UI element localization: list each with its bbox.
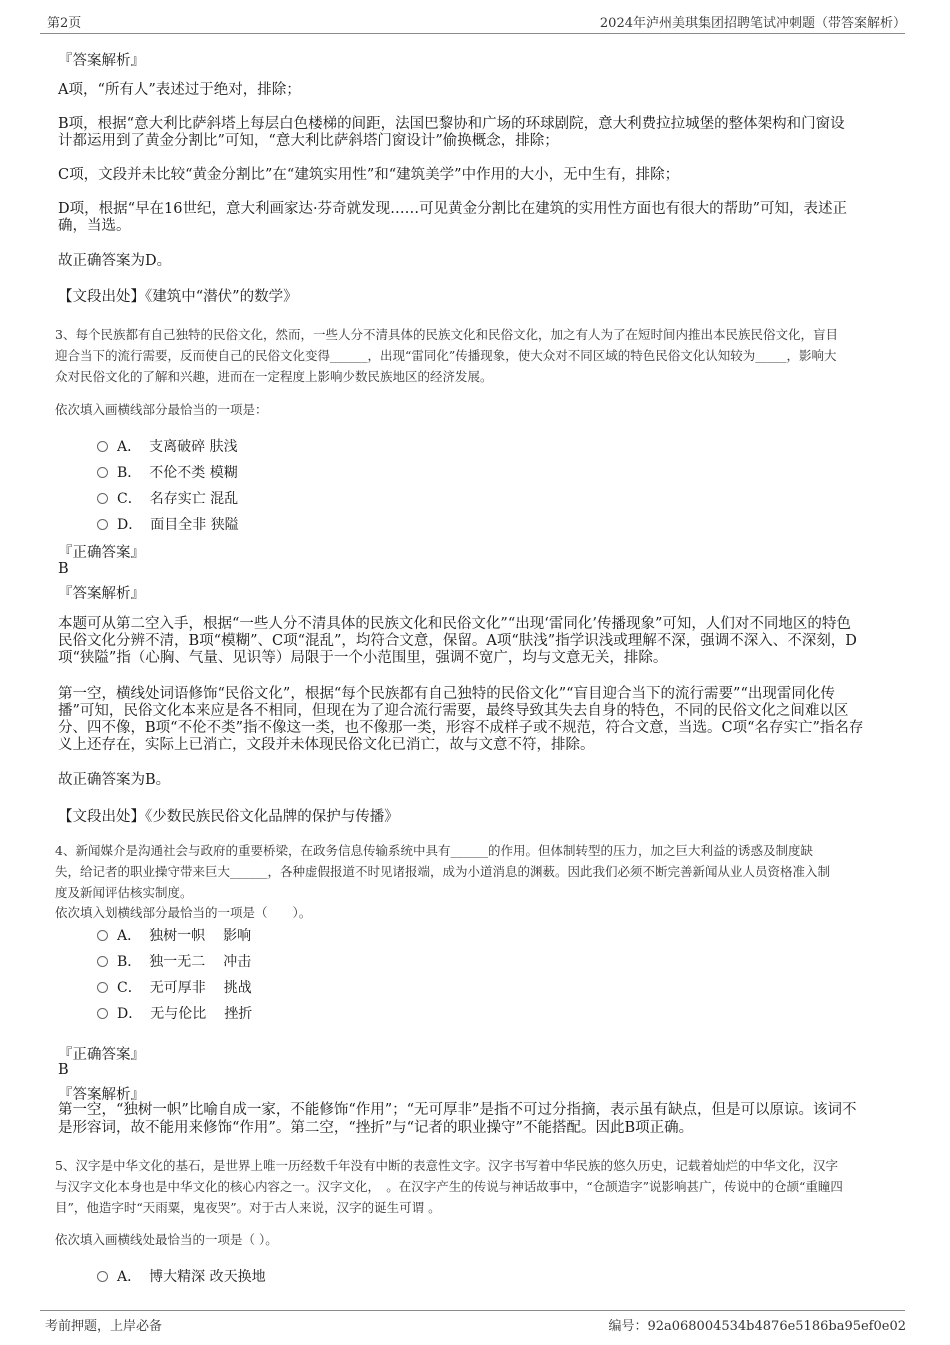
q3-analysis-line: 分、四不像，B项“不伦不类”指不像这一类，也不像那一类，形容不成样子或不规范，符合文意，当选。C项“名存实亡”指名存 bbox=[58, 720, 864, 736]
q4-stem-line: 失，给记者的职业操守带来巨大______，各种虚假报道不时见诸报端，成为小道消息的渊薮。因此我们必须不断完善新闻从业人员资格准入制 bbox=[55, 864, 831, 879]
q3-analysis-line: 播”可知，民俗文化本来应是各不相同，但现在为了迎合流行需要，最终导致其失去自身的特色，不同的民俗文化之间难以区 bbox=[58, 703, 849, 719]
radio-button[interactable] bbox=[97, 441, 108, 452]
q2-analysis-line: A项，“所有人”表述过于绝对，排除； bbox=[58, 82, 301, 98]
q2-analysis-line: 确，当选。 bbox=[58, 218, 131, 234]
q2-analysis-line: 计都运用到了黄金分割比”可知，“意大利比萨斜塔门窗设计”偷换概念，排除； bbox=[58, 133, 559, 149]
q2-source: 【文段出处】《建筑中“潜伏”的数学》 bbox=[58, 289, 298, 305]
q4-stem-line: 4、新闻媒介是沟通社会与政府的重要桥梁，在政务信息传输系统中具有______的作用。但体制转型的压力，加之巨大利益的诱惑及制度缺 bbox=[55, 843, 813, 858]
document-title: 2024年泸州美琪集团招聘笔试冲刺题（带答案解析） bbox=[599, 16, 906, 31]
footer-divider bbox=[40, 1310, 905, 1311]
q3-prompt: 依次填入画横线部分最恰当的一项是： bbox=[55, 402, 268, 417]
radio-button[interactable] bbox=[97, 467, 108, 478]
q3-stem-line: 众对民俗文化的了解和兴趣，进而在一定程度上影响少数民族地区的经济发展。 bbox=[55, 369, 493, 384]
q3-option-a[interactable]: A． 支离破碎 肤浅 bbox=[97, 436, 238, 456]
radio-button[interactable] bbox=[97, 493, 108, 504]
radio-button[interactable] bbox=[97, 930, 108, 941]
q3-analysis-line: 本题可从第二空入手，根据“一些人分不清具体的民族文化和民俗文化”“出现‘雷同化’传播现象”可知，人们对不同地区的特色 bbox=[58, 616, 851, 632]
q4-correct-answer: B bbox=[58, 1062, 69, 1078]
q3-analysis-line: 项“狭隘”指（心胸、气量、见识等）局限于一个小范围里，强调不宽广，均与文意无关，排除。 bbox=[58, 650, 668, 666]
radio-button[interactable] bbox=[97, 982, 108, 993]
radio-button[interactable] bbox=[97, 1271, 108, 1282]
q2-analysis-line: D项，根据“早在16世纪，意大利画家达·芬奇就发现……可见黄金分割比在建筑的实用性方面也有很大的帮助”可知，表述正 bbox=[58, 201, 848, 217]
q4-option-a[interactable]: A． 独树一帜 影响 bbox=[97, 925, 251, 945]
q4-prompt: 依次填入划横线部分最恰当的一项是（ ）。 bbox=[55, 905, 312, 920]
q2-analysis-line: C项，文段并未比较“黄金分割比”在“建筑实用性”和“建筑美学”中作用的大小，无中生有，排除； bbox=[58, 167, 680, 183]
q2-analysis-title: 『答案解析』 bbox=[58, 53, 145, 69]
q4-analysis-title: 『答案解析』 bbox=[58, 1087, 145, 1103]
radio-button[interactable] bbox=[97, 956, 108, 967]
q3-correct-answer: B bbox=[58, 561, 69, 577]
q5-stem-line: 与汉字文化本身也是中华文化的核心内容之一。汉字文化， 。在汉字产生的传说与神话故事中，“仓颉造字”说影响甚广，传说中的仓颉“重瞳四 bbox=[55, 1179, 843, 1194]
q5-prompt: 依次填入画横线处最恰当的一项是（ ）。 bbox=[55, 1232, 278, 1247]
q4-analysis-line: 是形容词，故不能用来修饰“作用”。第二空，“挫折”与“记者的职业操守”不能搭配。因此B项正确。 bbox=[58, 1120, 694, 1136]
q3-option-b[interactable]: B． 不伦不类 模糊 bbox=[97, 462, 238, 482]
q3-source: 【文段出处】《少数民族民俗文化品牌的保护与传播》 bbox=[58, 809, 399, 825]
q5-stem-line: 5、汉字是中华文化的基石，是世界上唯一历经数千年没有中断的表意性文字。汉字书写着中华民族的悠久历史，记载着灿烂的中华文化，汉字 bbox=[55, 1158, 838, 1173]
q3-answer-line: 故正确答案为B。 bbox=[58, 772, 171, 788]
page-number: 第2页 bbox=[47, 16, 82, 31]
q2-analysis-line: B项，根据“意大利比萨斜塔上每层白色楼梯的间距，法国巴黎协和广场的环球剧院，意大利费拉拉城堡的整体架构和门窗设 bbox=[58, 116, 845, 132]
q3-analysis-line: 第一空，横线处词语修饰“民俗文化”，根据“每个民族都有自己独特的民俗文化”“盲目迎合当下的流行需要”“出现雷同化传 bbox=[58, 686, 835, 702]
footer-slogan: 考前押题，上岸必备 bbox=[45, 1319, 163, 1334]
q3-analysis-line: 义上还存在，实际上已消亡，文段并未体现民俗文化已消亡，故与文意不符，排除。 bbox=[58, 737, 595, 753]
radio-button[interactable] bbox=[97, 1008, 108, 1019]
q4-correct-title: 『正确答案』 bbox=[58, 1047, 145, 1063]
q3-stem-line: 3、每个民族都有自己独特的民俗文化，然而，一些人分不清具体的民族文化和民俗文化，加之有人为了在短时间内推出本民族民俗文化，盲目 bbox=[55, 327, 838, 342]
q3-option-c[interactable]: C． 名存实亡 混乱 bbox=[97, 488, 238, 508]
q4-option-c[interactable]: C． 无可厚非 挑战 bbox=[97, 977, 252, 997]
q3-stem-line: 迎合当下的流行需要，反而使自己的民俗文化变得______，出现“雷同化”传播现象，使大众对不同区域的特色民俗文化认知较为_____，影响大 bbox=[55, 348, 837, 363]
q3-analysis-title: 『答案解析』 bbox=[58, 586, 145, 602]
radio-button[interactable] bbox=[97, 519, 108, 530]
q5-option-a[interactable]: A． 博大精深 改天换地 bbox=[97, 1266, 266, 1286]
q4-option-b[interactable]: B． 独一无二 冲击 bbox=[97, 951, 251, 971]
q4-stem-line: 度及新闻评估核实制度。 bbox=[55, 885, 193, 900]
document-id: 编号：92a068004534b4876e5186ba95ef0e02 bbox=[608, 1319, 906, 1334]
q3-correct-title: 『正确答案』 bbox=[58, 545, 145, 561]
q3-analysis-line: 民俗文化分辨不清，B项“模糊”、C项“混乱”，均符合文意，保留。A项“肤浅”指学识浅或理解不深，强调不深入、不深刻，D bbox=[58, 633, 857, 649]
q5-stem-line: 目”，他造字时“天雨粟，鬼夜哭”。对于古人来说，汉字的诞生可谓 。 bbox=[55, 1200, 441, 1215]
q3-option-d[interactable]: D． 面目全非 狭隘 bbox=[97, 514, 239, 534]
header-divider bbox=[40, 33, 905, 34]
q2-answer-line: 故正确答案为D。 bbox=[58, 253, 172, 269]
q4-option-d[interactable]: D． 无与伦比 挫折 bbox=[97, 1003, 252, 1023]
q4-analysis-line: 第一空，“独树一帜”比喻自成一家，不能修饰“作用”；“无可厚非”是指不可过分指摘，表示虽有缺点，但是可以原谅。该词不 bbox=[58, 1102, 857, 1118]
